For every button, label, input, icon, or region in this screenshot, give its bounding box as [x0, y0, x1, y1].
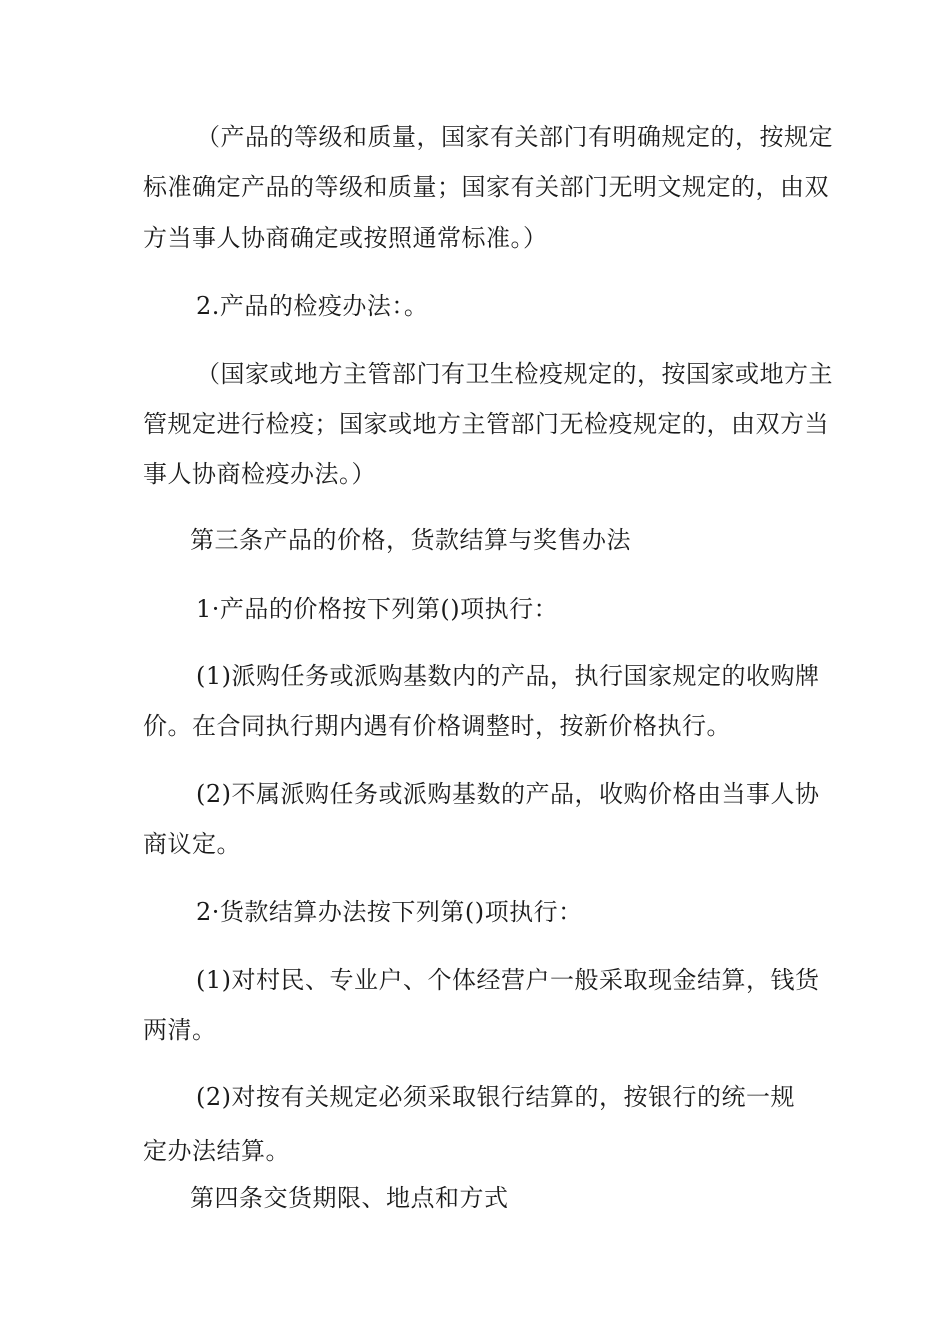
price-item-1: 1·产品的价格按下列第()项执行： — [196, 595, 559, 623]
quarantine-method-item: 2.产品的检疫办法：。 — [196, 292, 429, 320]
price-option-2-line-2: 商议定。 — [143, 830, 241, 858]
payment-option-2-line-2: 定办法结算。 — [143, 1137, 290, 1165]
quarantine-note-line-2: 管规定进行检疫；国家或地方主管部门无检疫规定的，由双方当 — [143, 410, 829, 438]
price-option-2-line-1: (2)不属派购任务或派购基数的产品，收购价格由当事人协 — [196, 780, 820, 808]
article-four-heading: 第四条交货期限、地点和方式 — [190, 1184, 509, 1212]
quality-note-line-2: 标准确定产品的等级和质量；国家有关部门无明文规定的，由双 — [143, 173, 829, 201]
quarantine-note-line-1: （国家或地方主管部门有卫生检疫规定的，按国家或地方主 — [196, 360, 833, 388]
quality-note-line-1: （产品的等级和质量，国家有关部门有明确规定的，按规定 — [196, 123, 833, 151]
payment-option-2-line-1: (2)对按有关规定必须采取银行结算的，按银行的统一规 — [196, 1083, 795, 1111]
quarantine-note-line-3: 事人协商检疫办法。） — [143, 460, 376, 488]
quality-note-line-3: 方当事人协商确定或按照通常标准。） — [143, 224, 548, 252]
price-option-1-line-1: (1)派购任务或派购基数内的产品，执行国家规定的收购牌 — [196, 662, 820, 690]
payment-item-2: 2·货款结算办法按下列第()项执行： — [196, 898, 583, 926]
article-three-heading: 第三条产品的价格，货款结算与奖售办法 — [190, 526, 631, 554]
price-option-1-line-2: 价。在合同执行期内遇有价格调整时，按新价格执行。 — [143, 712, 731, 740]
payment-option-1-line-1: (1)对村民、专业户、个体经营户一般采取现金结算，钱货 — [196, 966, 820, 994]
payment-option-1-line-2: 两清。 — [143, 1016, 217, 1044]
